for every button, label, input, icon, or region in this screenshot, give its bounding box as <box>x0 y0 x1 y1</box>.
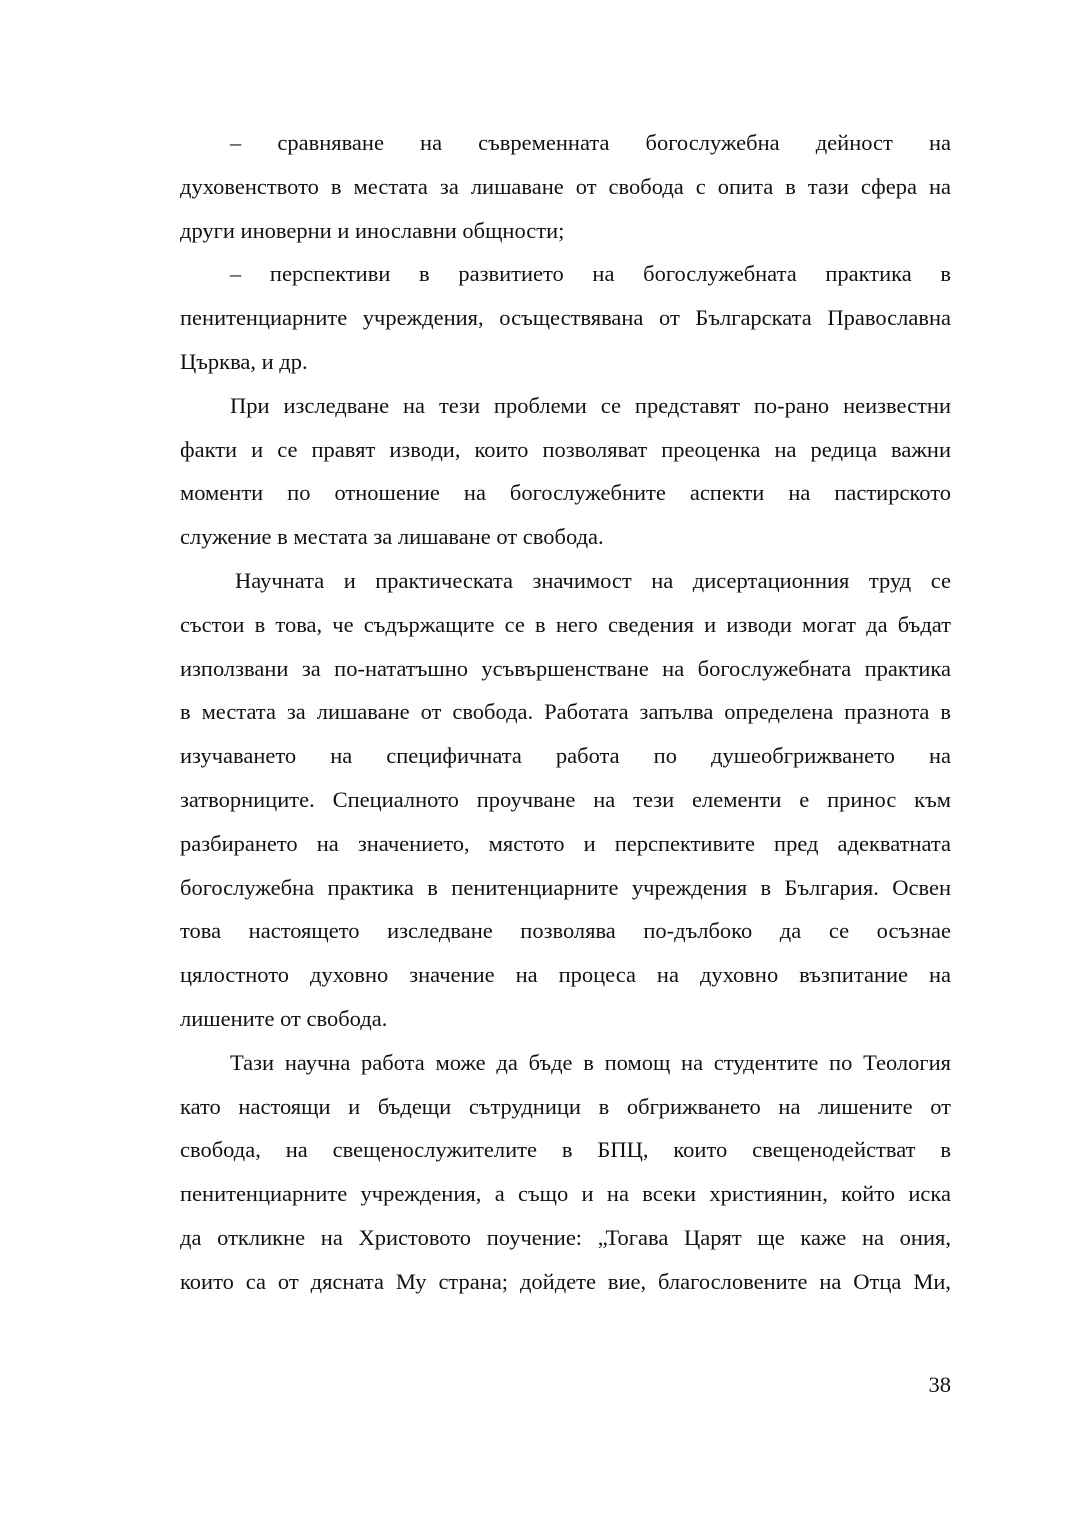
text-line: затворниците. Специалното проучване на тези елементи е принос към <box>180 786 951 812</box>
paragraph-perspectives-item <box>130 252 951 383</box>
text-line: изучаването на специфичната работа по душеобгрижването на <box>180 743 951 769</box>
text-line: които са от дясната Му страна; дойдете вие, благословените на Отца Ми, <box>180 1268 951 1294</box>
text-line: пенитенциарните учреждения, осъществявана от Българската Православна <box>180 305 951 331</box>
text-line: пенитенциарните учреждения, а също и на всеки християнин, който иска <box>180 1181 951 1207</box>
text-line: Църква, и др. <box>180 348 308 374</box>
text-line: – сравняване на съвременната богослужебна дейност на <box>230 130 951 155</box>
paragraph-comparison-item <box>130 121 951 252</box>
text-line: като настоящи и бъдещи сътрудници в обгрижването на лишените от <box>180 1093 951 1119</box>
text-line: богослужебна практика в пенитенциарните учреждения в България. Освен <box>180 874 951 900</box>
text-line: разбирането на значението, мястото и перспективите пред адекватната <box>180 830 951 856</box>
text-line: Тази научна работа може да бъде в помощ на студентите по Теология <box>230 1049 951 1075</box>
text-line: състои в това, че съдържащите се в него сведения и изводи могат да бъдат <box>180 611 951 637</box>
paragraph-research-findings <box>130 384 951 559</box>
text-line: моменти по отношение на богослужебните аспекти на пастирското <box>180 480 951 506</box>
text-line: факти и се правят изводи, които позволяват преоценка на редица важни <box>180 436 951 462</box>
body-text <box>130 121 951 1304</box>
text-line: в местата за лишаване от свобода. Работата запълва определена празнота в <box>180 699 951 725</box>
page-number: 38 <box>928 1372 951 1397</box>
text-line: Научната и практическата значимост на дисертационния труд се <box>235 567 951 593</box>
text-line: други иноверни и инославни общности; <box>180 217 565 243</box>
text-line: духовенството в местата за лишаване от свобода с опита в тази сфера на <box>180 173 951 199</box>
text-line: да откликне на Христовото поучение: „Тогава Царят ще каже на ония, <box>180 1224 951 1250</box>
text-line: това настоящето изследване позволява по-дълбоко да се осъзнае <box>180 918 951 944</box>
text-line: цялостното духовно значение на процеса на духовно възпитание на <box>180 962 951 988</box>
text-line: При изследване на тези проблеми се представят по-рано неизвестни <box>230 392 951 418</box>
text-line: свобода, на свещенослужителите в БПЦ, които свещенодействат в <box>180 1137 951 1163</box>
paragraph-audience <box>130 1041 951 1304</box>
text-line: използвани за по-нататъшно усъвършенстване на богослужебната практика <box>180 655 951 681</box>
text-line: – перспективи в развитието на богослужебната практика в <box>230 261 951 287</box>
paragraph-significance <box>130 559 951 1041</box>
text-line: служение в местата за лишаване от свобода. <box>180 524 604 550</box>
text-line: лишените от свобода. <box>180 1005 388 1031</box>
